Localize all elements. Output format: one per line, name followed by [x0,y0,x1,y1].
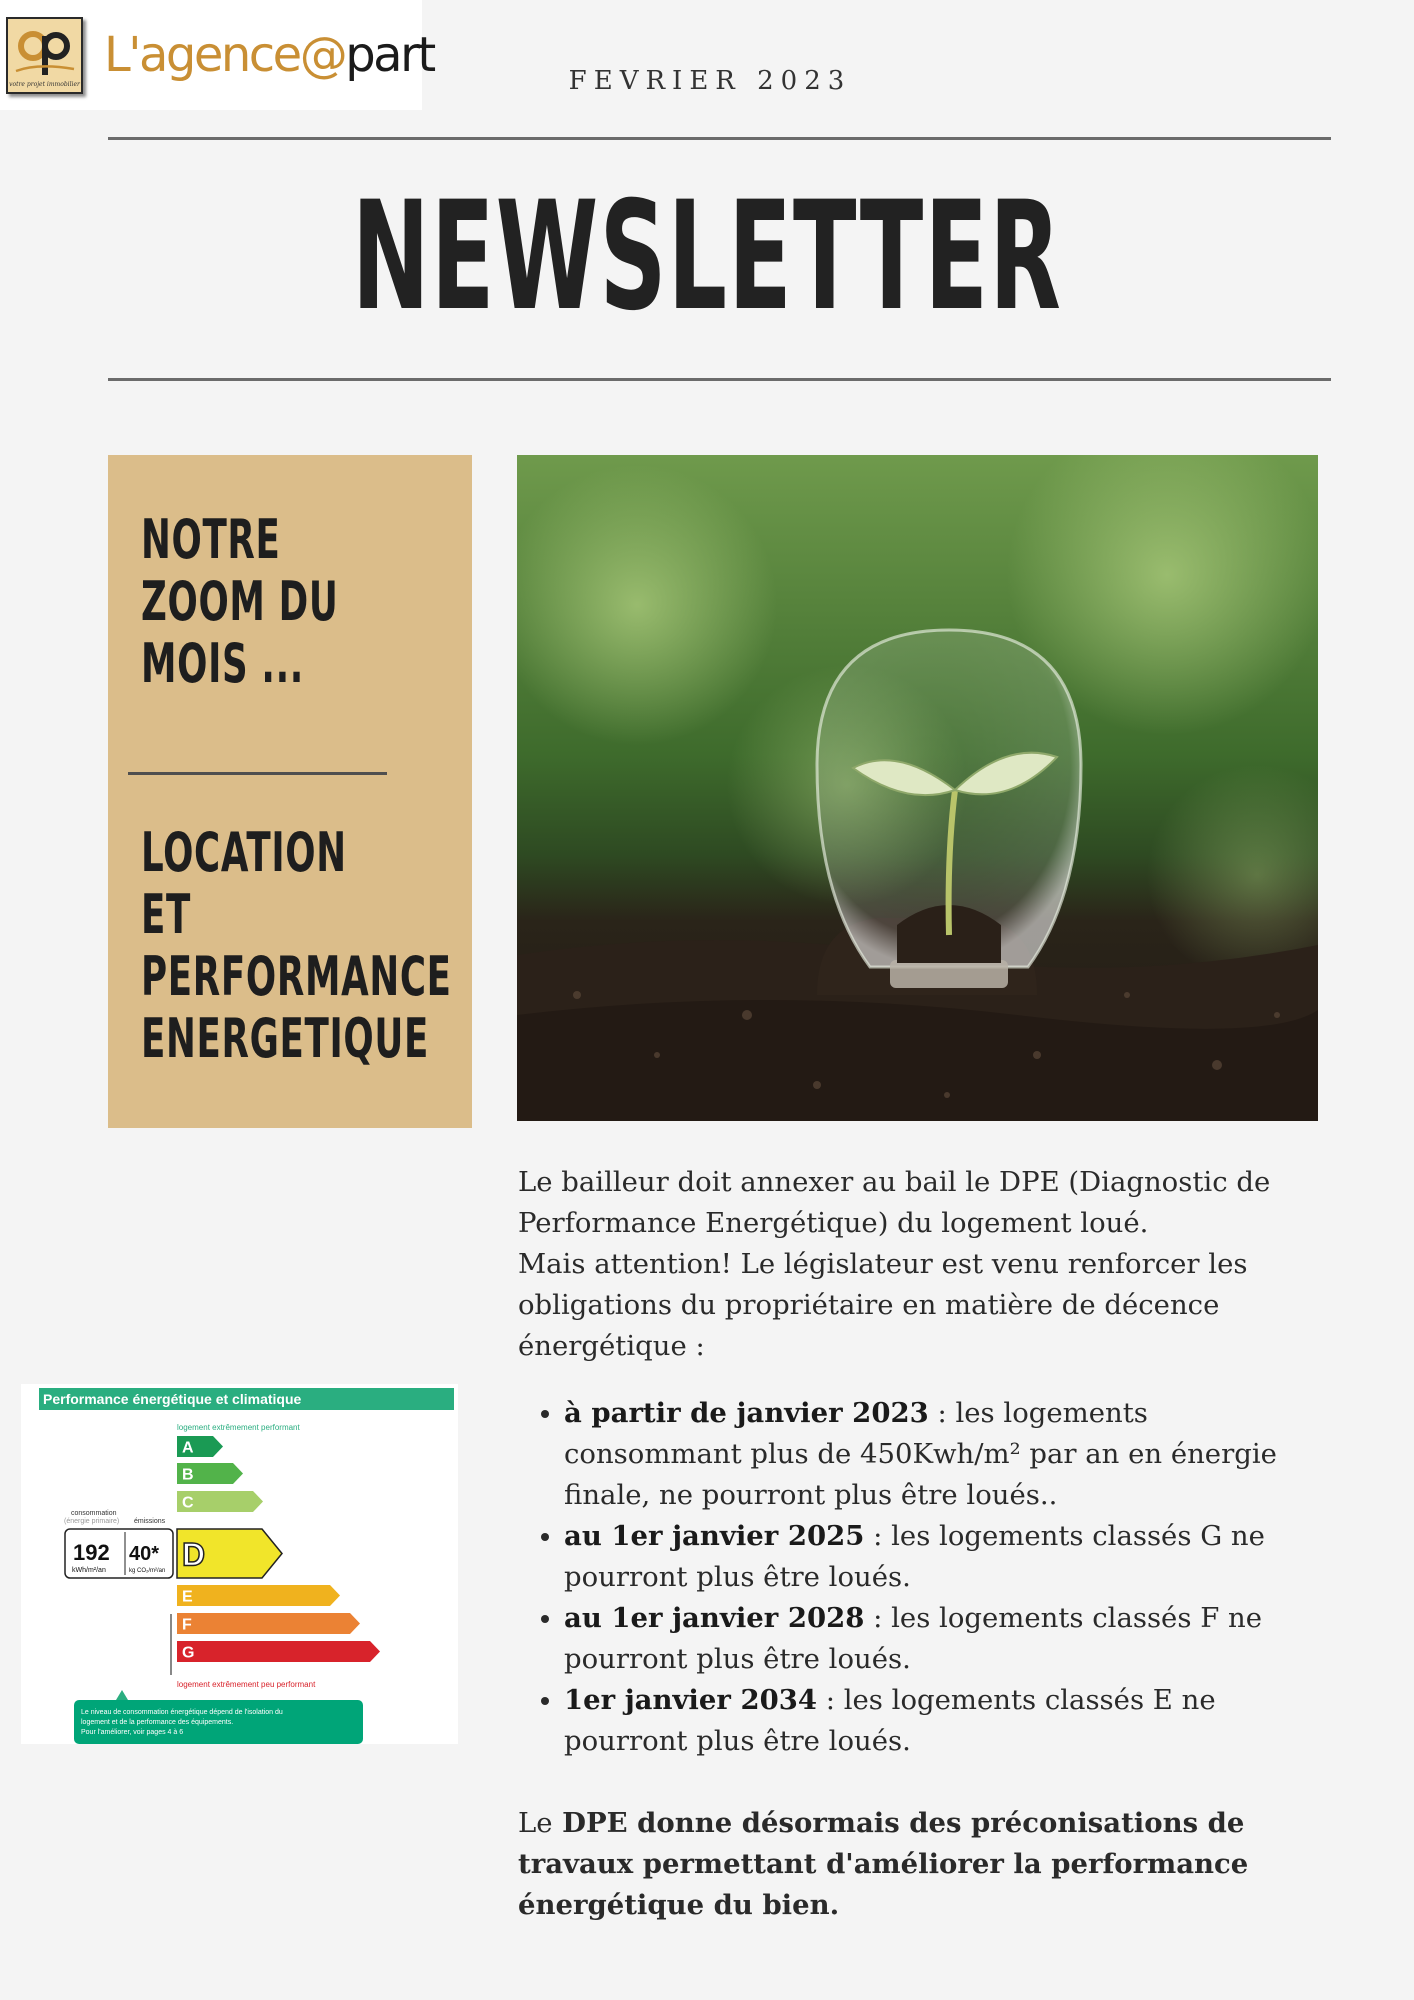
deadline-text: : les logements consommant plus de 450Kwh/m² par an en énergie finale, ne pourront plus être loués.. [564,1397,1277,1511]
deadline-date: au 1er janvier 2028 [564,1602,865,1634]
emissions-label: émissions [134,1518,166,1525]
dpe-class-letter-d: D [182,1536,206,1573]
dpe-top-caption: logement extrêmement performant [177,1423,300,1432]
issue-date: FEVRIER 2023 [568,66,852,96]
article-attention: Mais attention! Le législateur est venu renforcer les obligations du propriétaire en matière de décence énergétique : [518,1248,1248,1362]
zoom-panel [108,455,472,1128]
deadline-text: : les logements classés E ne pourront plus être loués. [564,1684,1216,1757]
dpe-class-letter-e: E [182,1588,193,1606]
list-item [564,1680,1318,1762]
dpe-class-bar-f [177,1613,360,1634]
dpe-class-letter-a: A [182,1439,194,1457]
deadline-date: 1er janvier 2034 [564,1684,817,1716]
dpe-note-line1: Le niveau de consommation énergétique dépend de l'isolation du [81,1709,283,1716]
dpe-class-letter-g: G [182,1644,195,1662]
dpe-note-line3: Pour l'améliorer, voir pages 4 à 6 [81,1729,184,1736]
lightbulb-seedling-image [517,455,1318,1121]
logo-tagline: votre projet immobilier [9,81,80,88]
article-body [518,1162,1318,1926]
consumption-label: consommation [71,1510,117,1517]
dpe-bottom-caption: logement extrêmement peu performant [177,1680,316,1689]
title-divider [108,378,1331,381]
consumption-unit: kWh/m²/an [72,1567,106,1574]
consumption-value: 192 [73,1540,110,1565]
logo-wordmark: L'agence@part [104,27,434,83]
panel-divider [128,772,387,775]
list-item [564,1393,1318,1516]
dpe-class-bars [177,1436,380,1662]
list-item [564,1598,1318,1680]
agency-logo [0,0,434,110]
dpe-energy-label [21,1384,458,1744]
dpe-class-letter-b: B [182,1466,194,1484]
dpe-class-letter-c: C [182,1494,194,1512]
emissions-unit: kg CO₂/m²/an [129,1568,166,1574]
zoom-topic: LOCATION ET PERFORMANCE ENERGETIQUE [141,821,452,1070]
list-item [564,1516,1318,1598]
dpe-class-bar-g [177,1641,380,1662]
article-closing: Le DPE donne désormais des préconisations de travaux permettant d'améliorer la performance énergétique du bien. [518,1807,1249,1921]
deadline-text: : les logements classés G ne pourront plus être loués. [564,1520,1265,1593]
dpe-class-bar-e [177,1585,340,1606]
zoom-heading: NOTRE ZOOM DU MOIS ... [141,508,339,695]
note-pointer-icon [116,1690,128,1700]
logo-badge-icon [6,17,83,94]
dpe-class-letter-f: F [182,1616,192,1634]
consumption-sublabel: (énergie primaire) [64,1518,120,1525]
dpe-title: Performance énergétique et climatique [43,1391,302,1407]
top-divider [108,137,1331,140]
deadline-date: au 1er janvier 2025 [564,1520,865,1552]
emissions-value: 40* [129,1543,160,1565]
deadline-list [518,1393,1318,1762]
dpe-note-line2: logement et de la performance des équipements. [81,1719,234,1726]
article-intro: Le bailleur doit annexer au bail le DPE (Diagnostic de Performance Energétique) du logement loué. [518,1166,1271,1239]
page-title: NEWSLETTER [351,170,1063,344]
deadline-date: à partir de janvier 2023 [564,1397,929,1429]
deadline-text: : les logements classés F ne pourront plus être loués. [564,1602,1262,1675]
